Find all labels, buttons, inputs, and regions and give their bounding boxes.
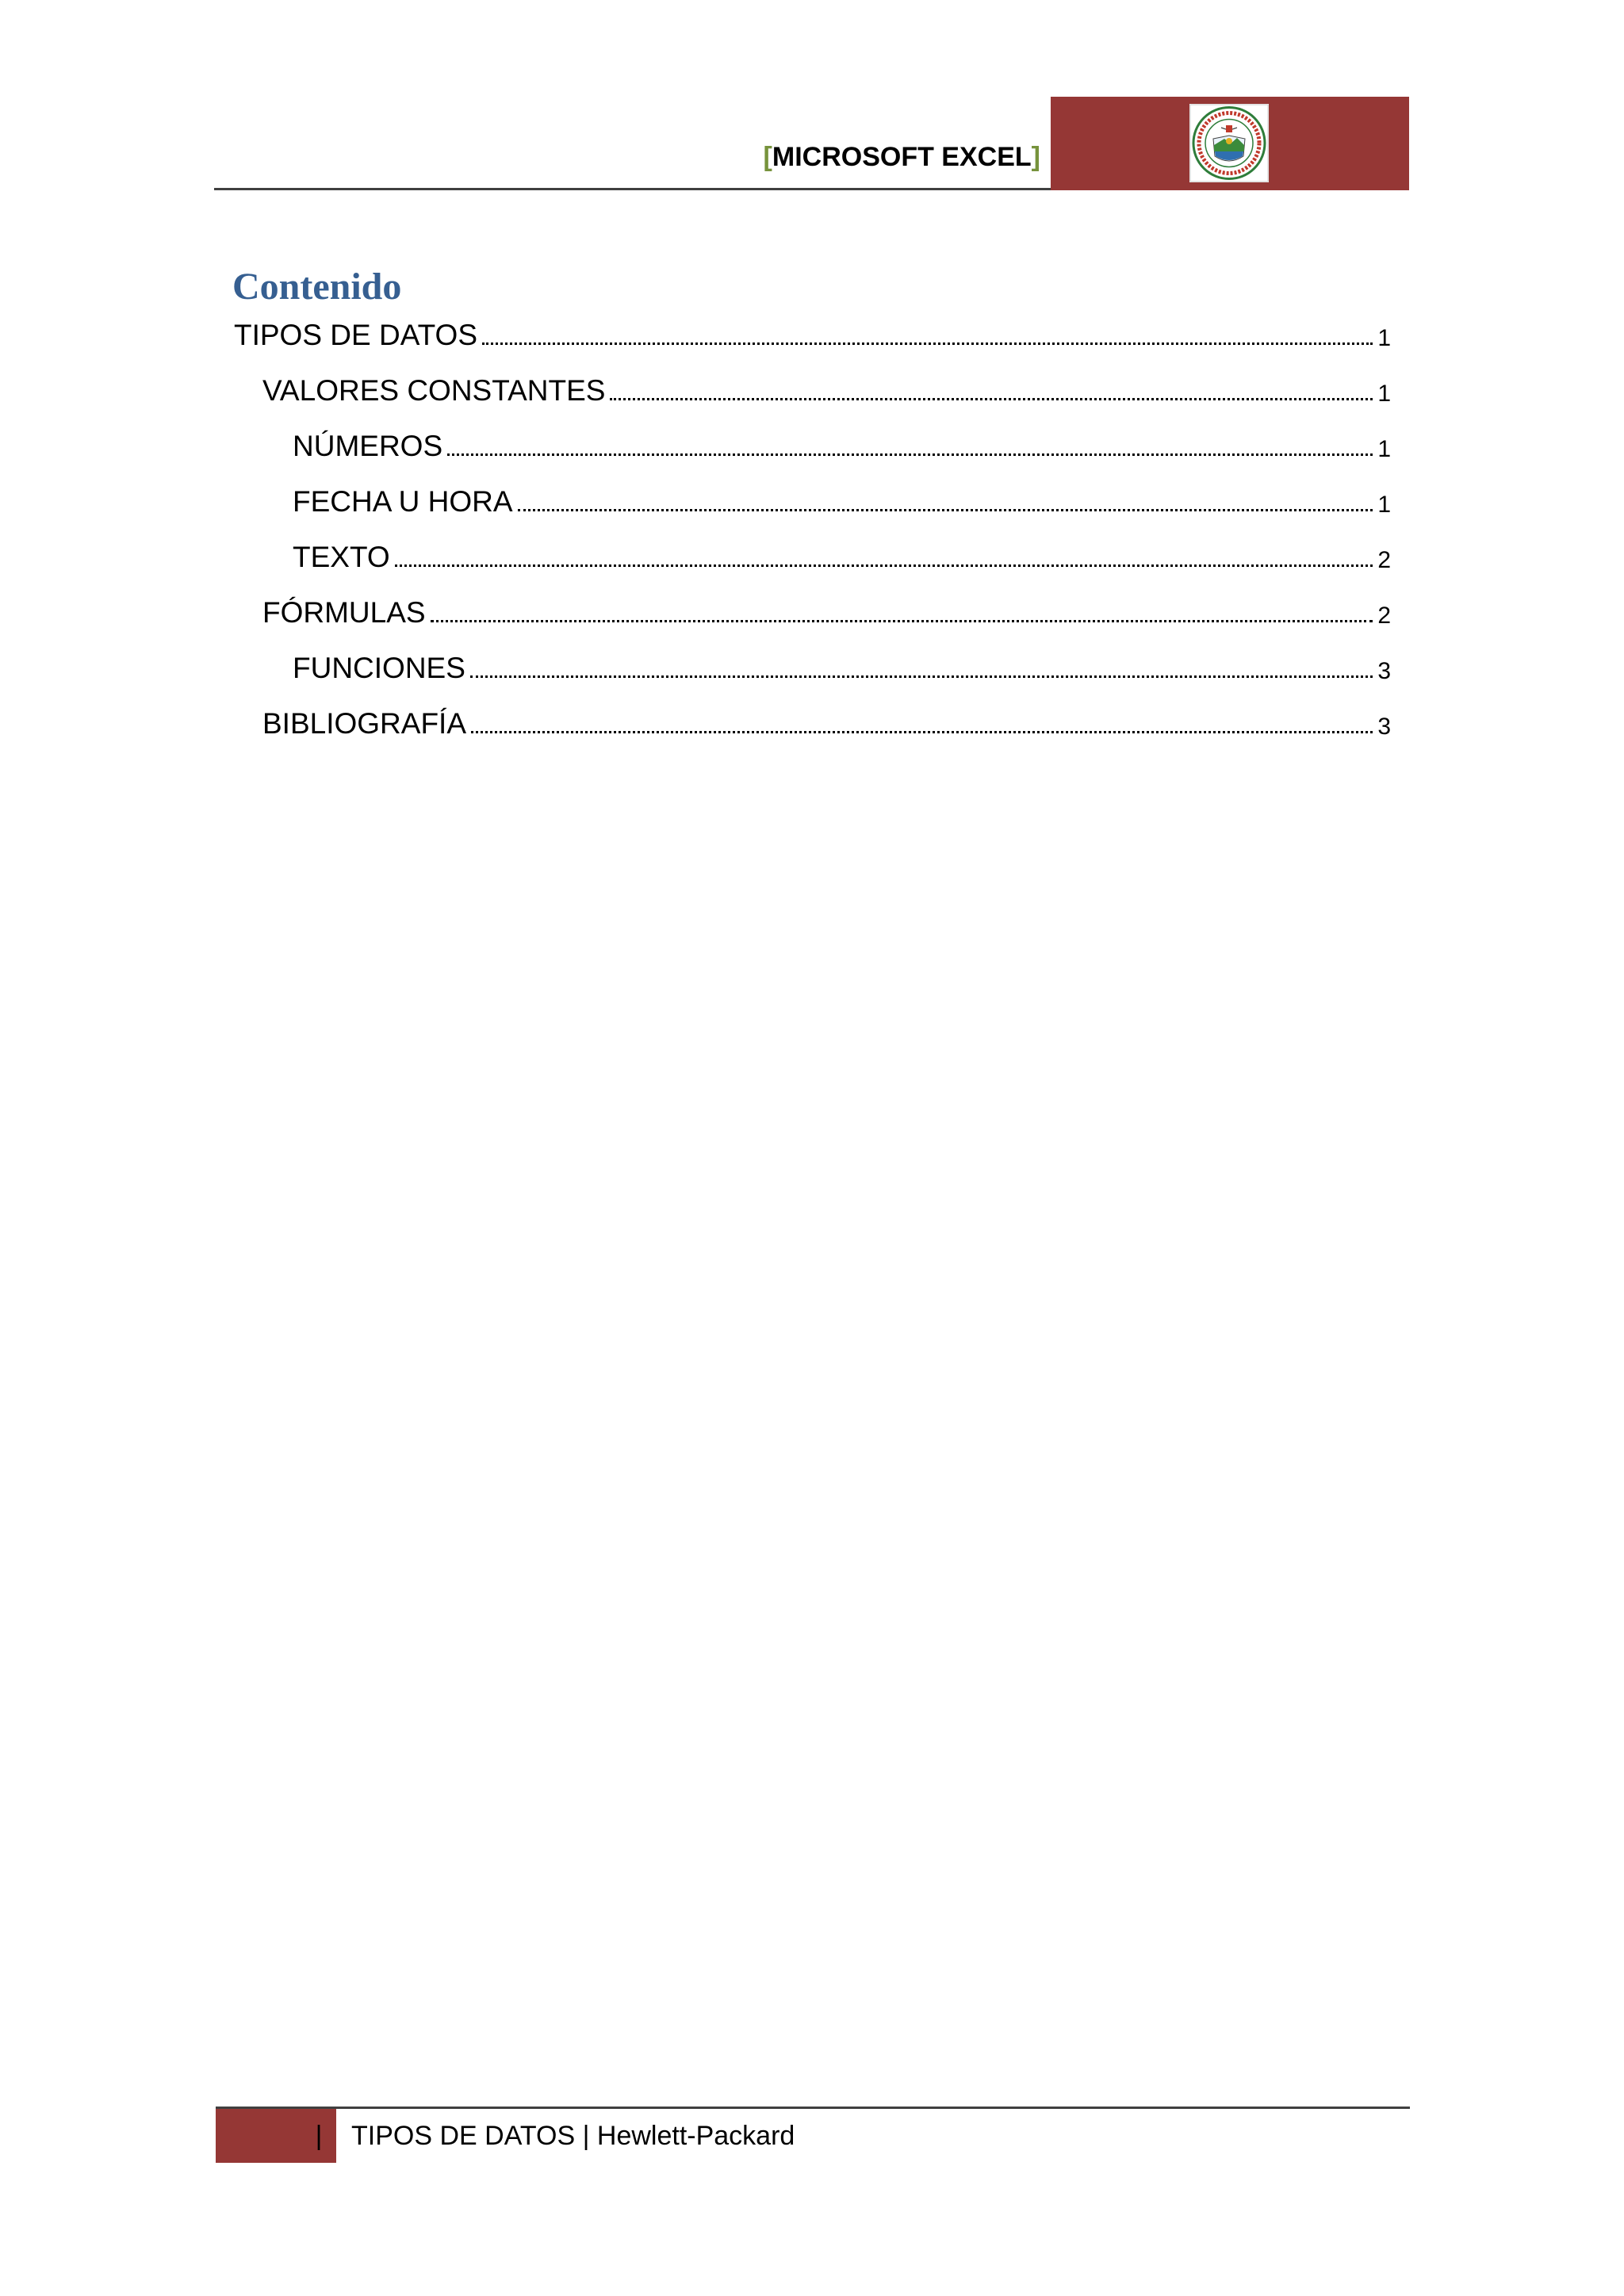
toc-entry[interactable] xyxy=(293,650,1391,687)
toc-dot-leader xyxy=(482,342,1373,345)
header-open-bracket: [ xyxy=(763,142,772,172)
university-seal-logo xyxy=(1189,104,1269,182)
toc-entry-label: NÚMEROS xyxy=(293,430,443,462)
header-title-text: MICROSOFT EXCEL xyxy=(772,142,1032,172)
toc-entry-page: 2 xyxy=(1377,603,1391,629)
toc-entry-page: 1 xyxy=(1377,436,1391,462)
footer-company: Hewlett-Packard xyxy=(596,2121,795,2151)
toc-entry-page: 2 xyxy=(1377,547,1391,573)
toc-dot-leader xyxy=(471,731,1373,733)
toc-entry-label: TIPOS DE DATOS xyxy=(234,319,478,351)
toc-entry-label: VALORES CONSTANTES xyxy=(262,374,606,407)
toc-entry-page: 1 xyxy=(1377,381,1391,407)
toc-entry[interactable] xyxy=(262,373,1391,409)
toc-entry-page: 3 xyxy=(1377,714,1391,740)
toc-entry-label: FUNCIONES xyxy=(293,652,465,684)
toc-entry-label: FÓRMULAS xyxy=(262,596,426,629)
toc-dot-leader xyxy=(518,509,1373,511)
toc-entry[interactable] xyxy=(262,595,1391,631)
header-close-bracket: ] xyxy=(1031,142,1040,172)
footer-section: TIPOS DE DATOS xyxy=(351,2121,576,2151)
toc-entry-label: BIBLIOGRAFÍA xyxy=(262,707,467,740)
toc-entry[interactable] xyxy=(293,539,1391,576)
footer-page-separator: | xyxy=(315,2121,323,2151)
toc-entry[interactable] xyxy=(262,706,1391,742)
toc-entry[interactable] xyxy=(293,428,1391,465)
toc-entry[interactable] xyxy=(293,484,1391,520)
toc-entry-page: 1 xyxy=(1377,325,1391,351)
toc-entry[interactable] xyxy=(234,317,1391,354)
toc-dot-leader xyxy=(447,453,1373,456)
toc-dot-leader xyxy=(470,675,1373,678)
toc-entry-page: 1 xyxy=(1377,492,1391,518)
toc-heading: Contenido xyxy=(232,266,402,308)
header-rule xyxy=(214,188,1051,190)
footer-text xyxy=(351,2117,795,2155)
toc-dot-leader xyxy=(431,620,1373,622)
header-title xyxy=(745,140,1040,174)
toc-dot-leader xyxy=(610,398,1373,400)
footer-rule xyxy=(216,2107,1410,2109)
toc-entry-label: TEXTO xyxy=(293,541,390,573)
footer-divider: | xyxy=(582,2121,590,2151)
toc-dot-leader xyxy=(395,564,1373,567)
toc-entry-label: FECHA U HORA xyxy=(293,485,513,518)
toc-entry-page: 3 xyxy=(1377,658,1391,684)
